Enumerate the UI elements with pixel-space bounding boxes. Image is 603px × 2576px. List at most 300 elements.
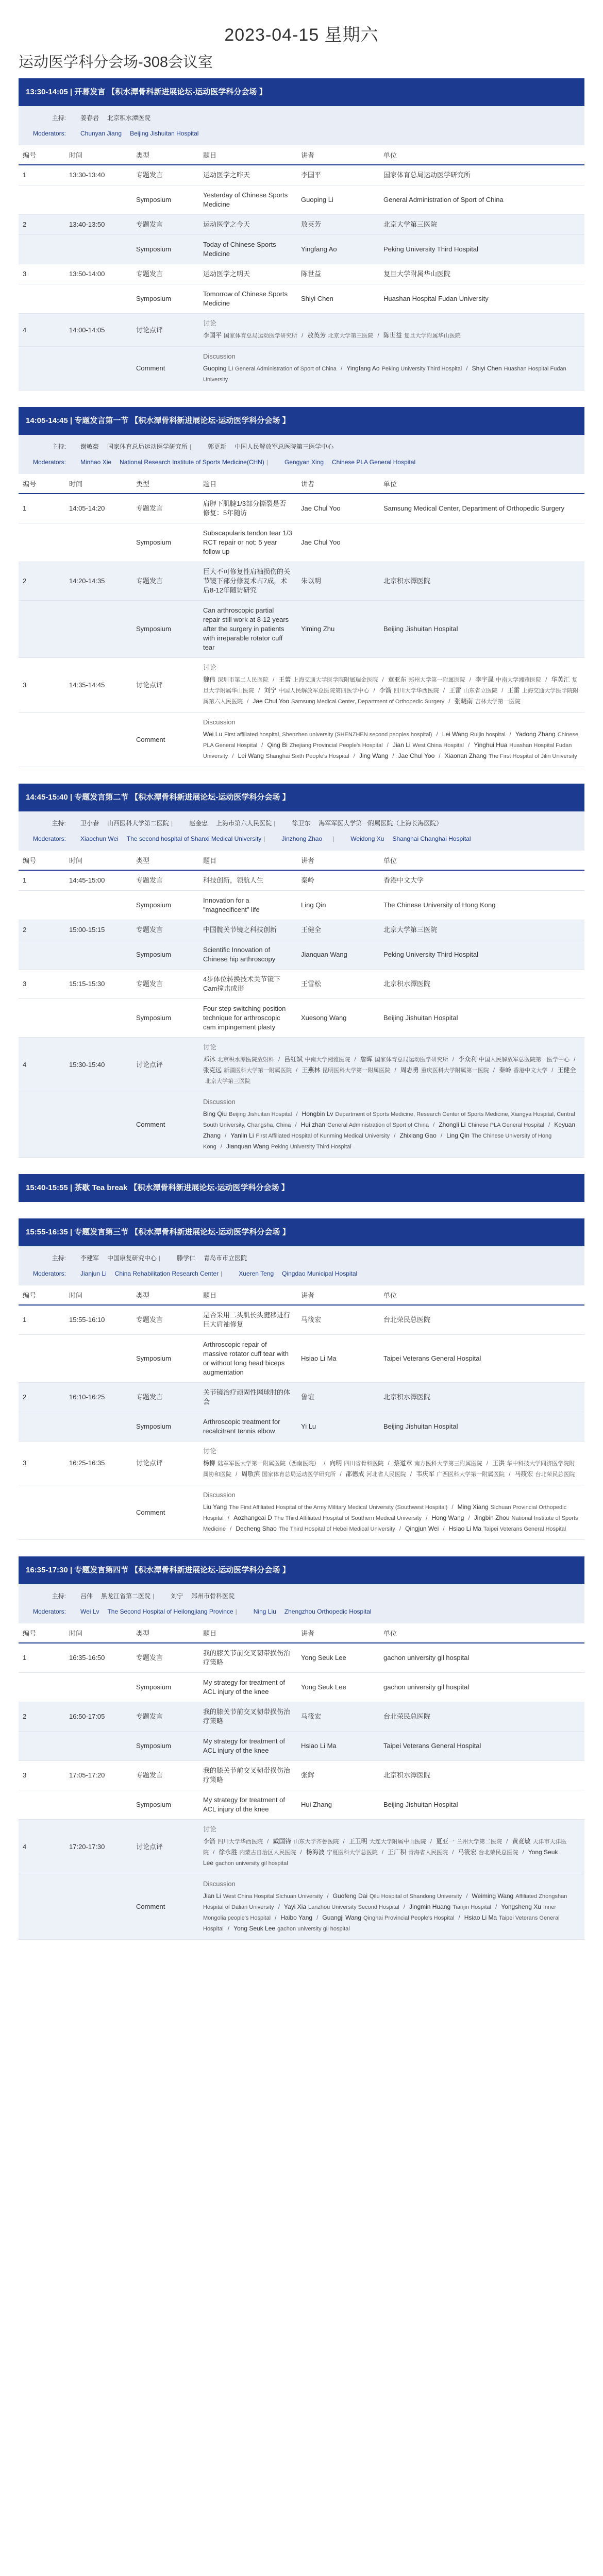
chair-item [80,113,150,123]
speaker-name[interactable]: 张辉 [297,1761,379,1790]
talk-title[interactable]: Tomorrow of Chinese Sports Medicine [199,284,297,314]
chairs-row [19,439,584,454]
talk-title[interactable]: My strategy for treatment of ACL injury of the knee [199,1732,297,1761]
row-type: Symposium [132,1790,199,1820]
separator: / [316,1914,319,1921]
discussant-institution: 山东大学齐鲁医院 [293,1839,339,1845]
separator: / [392,752,394,759]
talk-title[interactable]: 关节镜治疗顽固性网球肘的体会 [199,1383,297,1412]
chair-name: Xiaochun Wei [80,835,119,842]
table-row [19,970,584,999]
discussant [230,1132,390,1139]
discussant-name: 马筱宏 [458,1849,477,1856]
discussant [432,1514,464,1521]
column-header: 时间 [65,1285,132,1305]
column-header: 类型 [132,1623,199,1643]
speaker-name[interactable]: 陈世益 [297,264,379,284]
row-type: Symposium [132,601,199,658]
discussant-name: Haibo Yang [280,1914,313,1921]
chair-label: Moderators: [32,130,66,137]
discussant-institution: Qilu Hospital of Shandong University [370,1893,462,1900]
discussant-institution: 四川大学华西医院 [393,688,439,694]
table-row [19,1305,584,1335]
discussant-institution: The First Affiliated Hospital of the Army Military Medical University (Southwest Hospital) [229,1504,448,1511]
row-time [65,1790,132,1820]
discussant-name: Shiyi Chen [472,365,502,372]
discussant-institution: 北京积水潭医院放射科 [217,1057,275,1063]
separator: / [354,1056,356,1063]
discussant-name: 徐永胜 [219,1849,238,1856]
discussant-name: 张晓南 [454,698,473,705]
session-header: 13:30-14:05 | 开幕发言 【积水潭骨科新进展论坛-运动医学科分会场 】 [19,78,584,106]
discussant-name: Yong Seuk Lee [203,1849,558,1867]
discussant-institution: Taipei Veterans General Hospital [483,1526,566,1532]
column-header: 讲者 [297,1285,379,1305]
speaker-name[interactable]: Shiyi Chen [297,284,379,314]
row-type: 讨论点评 [132,1038,199,1092]
talk-title[interactable]: My strategy for treatment of ACL injury of the knee [199,1673,297,1702]
row-number: 3 [19,1761,65,1790]
discussant [399,1132,436,1139]
discussant-name: Hong Wang [431,1514,464,1521]
discussant-name: 李箭 [203,1838,216,1845]
talk-title[interactable]: 我的膝关节前交叉韧带损伤治疗策略 [199,1643,297,1673]
separator: / [247,698,249,705]
row-type: 讨论点评 [132,1442,199,1485]
discussant [379,687,439,694]
separator: / [506,1838,508,1845]
talk-title[interactable]: My strategy for treatment of ACL injury of the knee [199,1790,297,1820]
row-number [19,1673,65,1702]
discussant-name: 刘宁 [264,687,277,694]
discussant-institution: 山东省立医院 [463,688,498,694]
talk-title[interactable]: Today of Chinese Sports Medicine [199,235,297,264]
row-time: 13:30-13:40 [65,165,132,185]
separator: | [263,835,265,842]
separator: / [436,731,438,738]
speaker-name[interactable]: Hui Zhang [297,1790,379,1820]
speaker-unit: gachon university gil hospital [379,1643,584,1673]
chair-institution: 海军军医大学第一附属医院（上海长海医院） [319,820,443,827]
speaker-name[interactable]: Hsiao Li Ma [297,1335,379,1383]
column-header: 类型 [132,1285,199,1305]
chair-list [80,1266,584,1278]
separator: / [373,687,375,694]
discussant [203,731,432,738]
discussant [333,1892,462,1900]
talk-title[interactable]: 是否采用二头肌长头腱移进行巨大肩袖修复 [199,1305,297,1335]
discussion-row [19,658,584,713]
talk-title[interactable]: 科技创新，领航人生 [199,870,297,891]
discussant-institution: 华中科技大学同济医学院附属协和医院 [203,1461,575,1478]
chair-institution: The Second Hospital of Heilongjiang Province [107,1608,233,1615]
chairs-row [19,816,584,831]
discussant-institution: Qinghai Provincial People's Hospital [363,1915,455,1921]
column-header: 单位 [379,145,584,165]
moderators-row [19,1604,584,1619]
speaker-unit: 北京积水潭医院 [379,1761,584,1790]
row-time [65,1092,132,1158]
row-type: 专题发言 [132,1643,199,1673]
discussant-name: 向明 [329,1460,342,1467]
column-header: 单位 [379,1285,584,1305]
row-number: 4 [19,1820,65,1874]
row-type: Comment [132,1485,199,1540]
moderators-row [19,454,584,470]
chair-item [239,1269,357,1278]
speaker-name[interactable]: Yong Seuk Lee [297,1673,379,1702]
separator: | [266,459,268,466]
speaker-name[interactable]: Yiming Zhu [297,601,379,658]
discussant-institution: Ruijin hospital [470,732,506,738]
speaker-name[interactable]: 王健全 [297,920,379,940]
session-header: 14:05-14:45 | 专题发言第一节 【积水潭骨科新进展论坛-运动医学科分会场 】 [19,407,584,435]
discussant-list [203,1458,580,1480]
row-number: 2 [19,215,65,235]
discussant-institution: 中国人民解放军总医院第四医学中心 [278,688,370,694]
discussion-label: Discussion [203,1491,236,1499]
discussant [449,1525,566,1532]
separator: / [213,1849,215,1856]
separator: / [353,752,355,759]
discussant-list [203,1502,580,1534]
discussant-list [203,1109,580,1152]
discussant [301,1066,390,1074]
discussant-institution: 四川省骨科医院 [344,1461,384,1467]
discussant [203,1838,263,1845]
talk-title[interactable]: Arthroscopic repair of massive rotator cuff tear with or without long head biceps augmentation [199,1335,297,1383]
chair-name: Jianjun Li [80,1270,107,1277]
discussion-cell [199,713,584,767]
chair-name: Jinzhong Zhao [281,835,323,842]
discussant [203,1110,292,1117]
discussant-name: 华英汇 [551,676,570,683]
speaker-name[interactable]: 王雪松 [297,970,379,999]
chair-item [80,1607,245,1616]
chair-institution: 山西医科大学第二医院 [107,820,170,827]
talk-title[interactable]: 中国髋关节镜之科技创新 [199,920,297,940]
discussion-row-en [19,347,584,391]
talk-title[interactable]: 运动医学之昨天 [199,165,297,185]
speaker-name[interactable]: 敖英芳 [297,215,379,235]
discussant [388,676,465,683]
discussant-name: Ming Xiang [457,1503,489,1511]
discussant-name: 李国平 [203,332,222,339]
discussant-name: 王蕾 [278,676,291,683]
talk-title[interactable]: 我的膝关节前交叉韧带损伤治疗策略 [199,1761,297,1790]
discussant [253,698,444,705]
discussant-name: 詹晖 [360,1056,373,1063]
chair-institution: Chinese PLA General Hospital [332,459,416,466]
row-type: Symposium [132,1335,199,1383]
separator: / [501,687,504,694]
discussion-cell [199,347,584,391]
separator: / [382,676,384,683]
discussant-institution: 复旦大学附属华山医院 [404,333,461,339]
chair-item [80,1591,162,1601]
row-type: 讨论点评 [132,1820,199,1874]
discussant-institution: Beijing Jishuitan Hospital [229,1111,292,1117]
separator: / [388,1460,390,1467]
discussant [346,365,462,372]
discussant [445,752,577,759]
separator: / [340,1470,342,1478]
speaker-unit: Huashan Hospital Fudan University [379,284,584,314]
speaker-name[interactable]: Yi Lu [297,1412,379,1442]
talk-title[interactable]: 运动医学之今天 [199,215,297,235]
chair-institution: Shanghai Changhai Hospital [392,835,471,842]
discussant-institution: 国家体育总局运动医学研究所 [374,1057,448,1063]
separator: / [301,332,304,339]
discussion-row [19,314,584,347]
separator: | [221,1270,223,1277]
header-row [19,145,584,165]
discussant [360,1056,448,1063]
column-header: 时间 [65,474,132,494]
row-time [65,1412,132,1442]
row-time: 16:50-17:05 [65,1702,132,1732]
talk-title[interactable]: Arthroscopic treatment for recalcitrant tennis elbow [199,1412,297,1442]
discussant-name: 马筱宏 [514,1470,533,1478]
discussant-institution: Sichuan Provincial Orthopedic Hospital [203,1504,567,1521]
column-header: 编号 [19,474,65,494]
discussant [273,1838,339,1845]
speaker-name[interactable]: Jae Chul Yoo [297,523,379,562]
discussant-institution: 昆明医科大学第一附属医院 [322,1067,391,1074]
speaker-unit: 北京大学第三医院 [379,920,584,940]
discussant-institution: 中国人民解放军总医院第一医学中心 [479,1057,570,1063]
talk-title[interactable]: 巨大不可修复性肩袖损伤的关节镜下部分修复术占7成，术后8-12年随访研究 [199,562,297,601]
chair-name: 徐卫东 [292,820,311,827]
talk-title[interactable]: Four step switching position technique for arthroscopic cam impingement plasty [199,999,297,1038]
table-row [19,601,584,658]
talk-title[interactable]: Yesterday of Chinese Sports Medicine [199,185,297,215]
separator: / [327,1892,329,1900]
separator: / [236,1470,238,1478]
chair-list [80,816,584,828]
row-time: 16:10-16:25 [65,1383,132,1412]
row-time [65,235,132,264]
discussant [475,676,541,683]
column-header: 题目 [199,474,297,494]
talk-title[interactable]: 肩胛下肌腱1/3部分撕裂是否修复：5年随访 [199,494,297,523]
row-time [65,713,132,767]
chair-name: Minhao Xie [80,459,112,466]
talk-title[interactable]: 我的膝关节前交叉韧带损伤治疗策略 [199,1702,297,1732]
column-header: 单位 [379,1623,584,1643]
discussant-name: Liu Yang [203,1503,227,1511]
talk-title[interactable]: Scientific Innovation of Chinese hip arthroscopy [199,940,297,970]
row-number: 3 [19,970,65,999]
discussion-label: 讨论 [203,319,217,327]
row-type: Symposium [132,523,199,562]
talk-title[interactable]: 4步体位转换技术关节镜下Cam撞击成形 [199,970,297,999]
session-6 [19,1556,584,1940]
separator: / [296,1110,298,1117]
column-header: 讲者 [297,851,379,870]
separator: / [458,1914,460,1921]
speaker-name[interactable]: 马筱宏 [297,1702,379,1732]
discussant-name: 王健全 [557,1066,576,1074]
discussant-name: 王洪 [492,1460,505,1467]
speaker-name[interactable]: Ling Qin [297,891,379,920]
chair-list [80,831,584,843]
discussant-institution: Zhejiang Provincial People's Hospital [289,742,383,749]
row-type: 专题发言 [132,494,199,523]
speaker-name[interactable]: 马筱宏 [297,1305,379,1335]
discussant [233,1925,350,1932]
discussant [394,1460,482,1467]
header-row [19,851,584,870]
separator: / [381,1849,384,1856]
separator: / [486,1460,489,1467]
chair-item [281,834,342,843]
speaker-unit: Peking University Third Hospital [379,235,584,264]
discussant [322,1914,454,1921]
discussant-name: Qing Bi [267,741,288,749]
discussant-institution: 国家体育总局运动医学研究所 [224,333,298,339]
row-type: 专题发言 [132,920,199,940]
speaker-name[interactable]: Guoping Li [297,185,379,215]
separator: / [295,1121,297,1128]
chairs-row [19,1588,584,1604]
discussant-institution: General Administration of Sport of China [327,1122,429,1128]
chair-item [80,442,199,451]
discussant [514,1470,575,1478]
discussant [264,687,369,694]
column-header: 单位 [379,851,584,870]
talk-title[interactable]: 运动医学之明天 [199,264,297,284]
separator: / [468,1514,470,1521]
discussant-name: 王广积 [388,1849,407,1856]
speaker-name[interactable]: 鲁谊 [297,1383,379,1412]
row-number: 2 [19,1383,65,1412]
chair-item [208,442,333,451]
discussion-label: 讨论 [203,1825,217,1833]
discussant [349,1838,426,1845]
talk-title[interactable]: Subscapularis tendon tear 1/3 RCT repair or not: 5 year follow up [199,523,297,562]
chair-item [80,1269,230,1278]
row-time [65,1485,132,1540]
row-number: 1 [19,165,65,185]
discussant-name: 王雷 [449,687,462,694]
discussant-institution: 吉林大学第一医院 [475,699,521,705]
discussant [398,752,435,759]
row-time [65,1335,132,1383]
row-number [19,713,65,767]
chair-name: 姜春岩 [80,114,99,122]
discussant [499,1066,547,1074]
speaker-name[interactable]: Hsiao Li Ma [297,1732,379,1761]
speaker-name[interactable]: 朱以明 [297,562,379,601]
discussant-name: 王卫明 [348,1838,367,1845]
separator: | [190,443,192,450]
speaker-unit: Taipei Veterans General Hospital [379,1335,584,1383]
discussion-cell [199,1038,584,1092]
discussant-name: 杨柳 [203,1460,216,1467]
chair-item [171,1591,234,1601]
talk-title[interactable]: Can arthroscopic partial repair still work at 8-12 years after the surgery in patients with irreparable rotator cuff tear [199,601,297,658]
separator: / [451,1503,454,1511]
speaker-name[interactable]: 秦岭 [297,870,379,891]
separator: / [340,365,343,372]
row-number: 2 [19,562,65,601]
row-number: 4 [19,1038,65,1092]
row-time [65,1874,132,1940]
column-header: 讲者 [297,474,379,494]
chair-name: Weidong Xu [350,835,384,842]
row-time [65,891,132,920]
chair-item [189,819,283,828]
chair-list [80,454,584,467]
discussant-institution: 北京大学第三医院 [205,1078,250,1084]
chair-institution: 黑龙江省第二医院 [101,1592,151,1600]
speaker-name[interactable]: Xuesong Wang [297,999,379,1038]
chair-label: 主持: [52,1592,66,1600]
chairs-bar [19,811,584,851]
separator: / [509,1470,511,1478]
talk-title[interactable]: Innovation for a "magnecificent" life [199,891,297,920]
speaker-name[interactable]: Yong Seuk Lee [297,1643,379,1673]
separator: | [159,1255,161,1262]
discussant [388,1849,448,1856]
venue-title: 运动医学科分会场-308会议室 [19,54,213,71]
chair-label: 主持: [52,443,66,450]
row-type: 专题发言 [132,562,199,601]
chair-list [80,1250,584,1263]
header-row [19,1623,584,1643]
speaker-name[interactable]: Jae Chul Yoo [297,494,379,523]
discussant-name: Ling Qin [446,1132,470,1139]
table-row [19,264,584,284]
speaker-name[interactable]: Yingfang Ao [297,235,379,264]
separator: / [440,1132,443,1139]
discussant-name: 吕红斌 [284,1056,303,1063]
discussant [383,332,461,339]
discussant-institution: Lanzhou University Second Hospital [308,1904,399,1910]
table-row [19,1673,584,1702]
row-number [19,235,65,264]
separator: / [551,1066,554,1074]
table-row [19,870,584,891]
separator: / [278,1903,280,1910]
discussant [329,1460,383,1467]
discussant [307,332,373,339]
speaker-name[interactable]: Jianquan Wang [297,940,379,970]
discussant-name: 周敬滨 [241,1470,260,1478]
table-row [19,1335,584,1383]
discussant-name: 蔡道章 [393,1460,412,1467]
discussant-name: 李众利 [458,1056,477,1063]
chair-institution: Zhengzhou Orthopedic Hospital [284,1608,372,1615]
row-type: 专题发言 [132,1305,199,1335]
speaker-unit: Beijing Jishuitan Hospital [379,1790,584,1820]
discussion-row-en [19,1092,584,1158]
discussant [458,1849,518,1856]
column-header: 编号 [19,1285,65,1305]
speaker-unit [379,523,584,562]
speaker-name[interactable]: 李国平 [297,165,379,185]
discussant [416,1470,505,1478]
column-header: 单位 [379,474,584,494]
separator: / [443,1525,445,1532]
table-row [19,1702,584,1732]
discussant-name: 魏伟 [203,676,216,683]
discussant-institution: First Affiliated Hospital of Kunming Medical University [256,1133,390,1139]
row-type: Symposium [132,1732,199,1761]
separator: / [469,676,472,683]
row-time: 14:35-14:45 [65,658,132,713]
